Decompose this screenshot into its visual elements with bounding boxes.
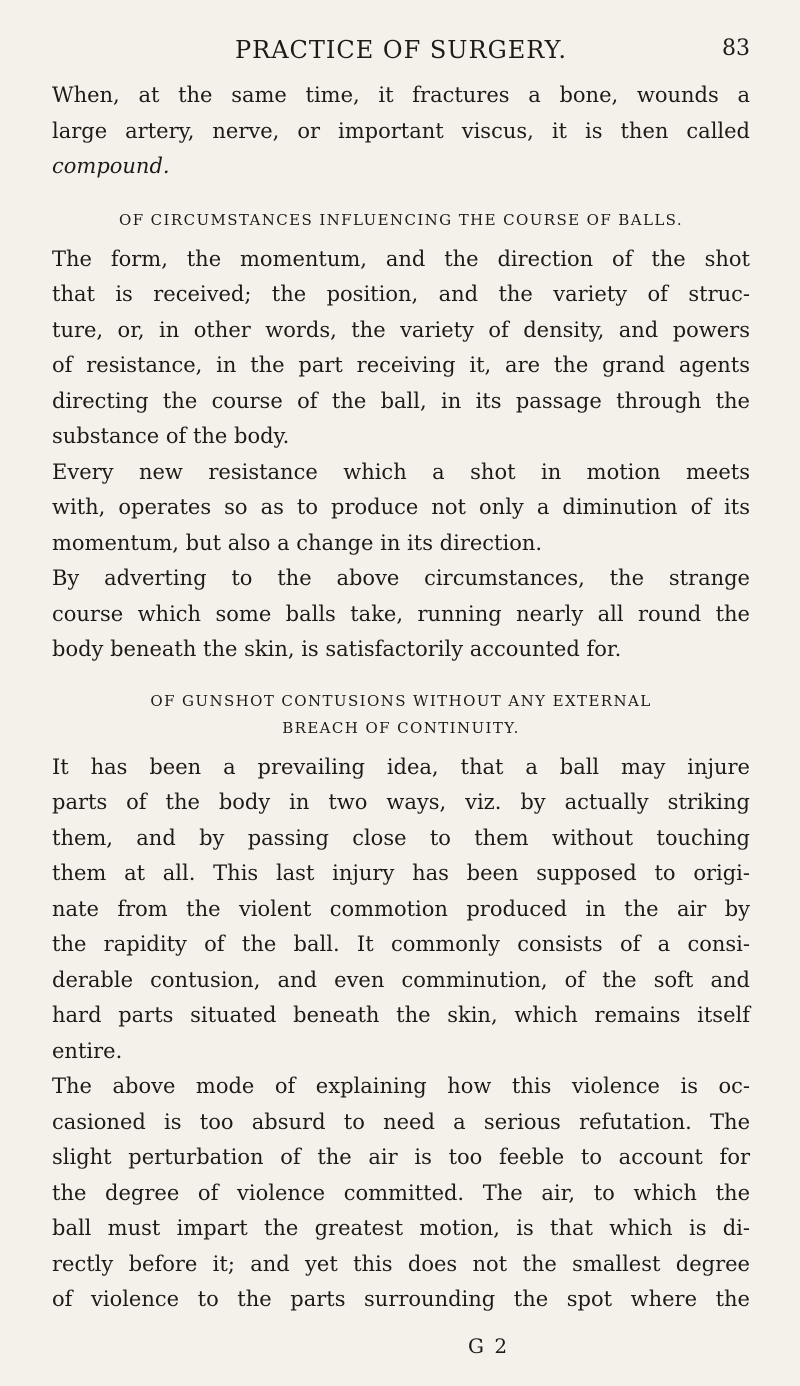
paragraph [52,455,750,562]
text-line: The form, the momentum, and the direction of the shot [52,246,750,271]
text-line: momentum, but also a change in its direction. [52,530,543,555]
text-line: the rapidity of the ball. It commonly consists of a consi- [52,932,750,956]
heading-line: BREACH OF CONTINUITY. [282,718,520,737]
text-line: ture, or, in other words, the variety of density, and powers [52,317,750,342]
text-line: hard parts situated beneath the skin, which remains itself [52,1003,750,1027]
text-line: parts of the body in two ways, viz. by actually striking [52,790,750,814]
section-heading-balls: OF CIRCUMSTANCES INFLUENCING THE COURSE OF BALLS. [119,210,683,229]
paragraph [52,750,750,1070]
text-line: It has been a prevailing idea, that a ball may injure [52,754,750,779]
text-line: them, and by passing close to them without touching [52,825,750,850]
text-line: the degree of violence committed. The air, to which the [52,1180,750,1205]
text-line: ball must impart the greatest motion, is that which is di- [52,1216,750,1240]
text-line: When, at the same time, it fractures a bone, wounds a [52,83,750,107]
text-line: body beneath the skin, is satisfactorily accounted for. [52,637,622,661]
text-line: course which some balls take, running nearly all round the [52,601,750,626]
text-line: substance of the body. [52,424,290,448]
text-line: directing the course of the ball, in its passage through the [52,388,750,413]
paragraph [52,561,750,668]
text-line: of violence to the parts surrounding the spot where the [52,1287,750,1311]
text-line: rectly before it; and yet this does not the smallest degree [52,1251,750,1276]
section-heading-contusions [52,688,750,742]
text-line: nate from the violent commotion produced in the air by [52,896,750,921]
running-head [52,36,750,78]
paragraph [52,242,750,455]
text-line: The above mode of explaining how this violence is oc- [52,1074,750,1098]
text-line-italic: compound. [52,154,170,178]
intro-paragraph [52,78,750,185]
text-line: entire. [52,1038,123,1063]
text-line: large artery, nerve, or important viscus, it is then called [52,118,750,143]
text-line: them at all. This last injury has been supposed to origi- [52,861,750,885]
text-line: with, operates so as to produce not only a diminution of its [52,495,750,519]
text-line: that is received; the position, and the variety of struc- [52,282,750,306]
text-line: derable contusion, and even comminution, of the soft and [52,967,750,992]
paragraph [52,1069,750,1318]
signature-mark: G 2 [468,1334,510,1358]
text-line: of resistance, in the part receiving it, are the grand agents [52,353,750,377]
text-line: By adverting to the above circumstances, the strange [52,566,750,590]
text-line: Every new resistance which a shot in motion meets [52,459,750,484]
running-title: PRACTICE OF SURGERY. [234,36,567,64]
page-body [52,78,750,1318]
heading-line: OF GUNSHOT CONTUSIONS WITHOUT ANY EXTERNAL [150,691,652,710]
text-line: casioned is too absurd to need a serious refutation. The [52,1109,750,1134]
page-number: 83 [722,36,750,61]
text-line: slight perturbation of the air is too feeble to account for [52,1145,750,1169]
